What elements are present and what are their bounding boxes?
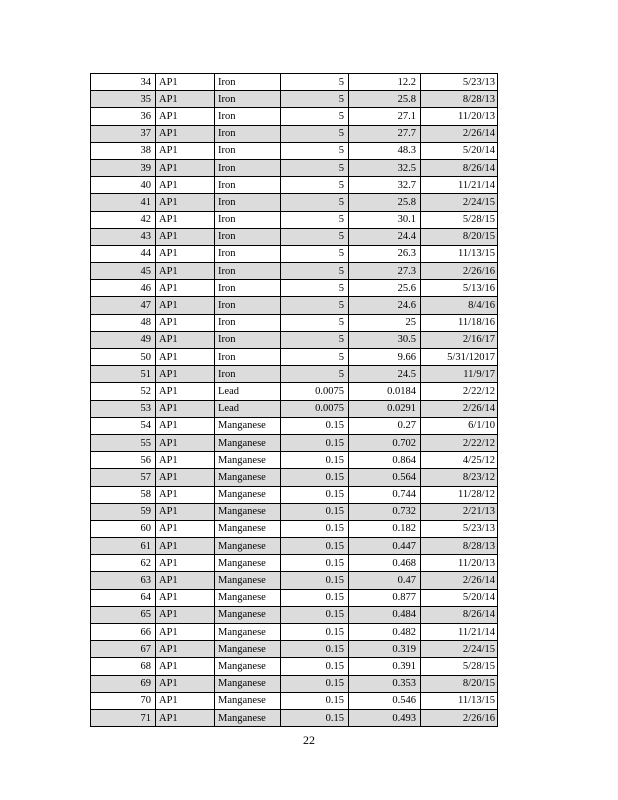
cell-row-number: 62 (91, 555, 156, 572)
cell-value: 0.353 (349, 675, 421, 692)
page-number: 22 (303, 733, 315, 747)
cell-aquifer-id: AP1 (156, 331, 215, 348)
cell-standard: 5 (281, 142, 349, 159)
cell-row-number: 63 (91, 572, 156, 589)
cell-standard: 5 (281, 245, 349, 262)
table-row (91, 297, 498, 314)
cell-standard: 0.15 (281, 589, 349, 606)
cell-sample-date: 2/21/13 (421, 503, 498, 520)
cell-constituent: Iron (215, 228, 281, 245)
cell-sample-date: 6/1/10 (421, 417, 498, 434)
cell-row-number: 43 (91, 228, 156, 245)
cell-standard: 0.15 (281, 572, 349, 589)
table-row (91, 194, 498, 211)
cell-standard: 0.15 (281, 434, 349, 451)
cell-aquifer-id: AP1 (156, 589, 215, 606)
cell-sample-date: 11/13/15 (421, 245, 498, 262)
cell-constituent: Iron (215, 211, 281, 228)
cell-constituent: Manganese (215, 692, 281, 709)
cell-constituent: Lead (215, 400, 281, 417)
table-row (91, 469, 498, 486)
cell-value: 0.702 (349, 434, 421, 451)
cell-aquifer-id: AP1 (156, 641, 215, 658)
cell-sample-date: 2/22/12 (421, 383, 498, 400)
cell-aquifer-id: AP1 (156, 211, 215, 228)
cell-value: 27.3 (349, 263, 421, 280)
cell-sample-date: 5/28/15 (421, 658, 498, 675)
table-row (91, 91, 498, 108)
cell-row-number: 59 (91, 503, 156, 520)
cell-standard: 5 (281, 314, 349, 331)
table-row (91, 228, 498, 245)
cell-constituent: Iron (215, 142, 281, 159)
table-row (91, 211, 498, 228)
cell-aquifer-id: AP1 (156, 692, 215, 709)
cell-constituent: Manganese (215, 469, 281, 486)
cell-sample-date: 2/26/14 (421, 400, 498, 417)
cell-constituent: Manganese (215, 417, 281, 434)
table-row (91, 452, 498, 469)
cell-sample-date: 2/24/15 (421, 641, 498, 658)
cell-constituent: Lead (215, 383, 281, 400)
table-row (91, 658, 498, 675)
cell-row-number: 54 (91, 417, 156, 434)
cell-value: 12.2 (349, 74, 421, 91)
cell-constituent: Manganese (215, 624, 281, 641)
cell-aquifer-id: AP1 (156, 245, 215, 262)
cell-standard: 0.15 (281, 709, 349, 726)
cell-sample-date: 5/31/12017 (421, 349, 498, 366)
cell-row-number: 66 (91, 624, 156, 641)
cell-sample-date: 8/26/14 (421, 606, 498, 623)
cell-row-number: 56 (91, 452, 156, 469)
cell-constituent: Manganese (215, 555, 281, 572)
cell-sample-date: 5/20/14 (421, 589, 498, 606)
cell-value: 0.47 (349, 572, 421, 589)
cell-standard: 5 (281, 349, 349, 366)
cell-row-number: 67 (91, 641, 156, 658)
cell-sample-date: 11/28/12 (421, 486, 498, 503)
cell-value: 0.468 (349, 555, 421, 572)
data-table-body (91, 74, 498, 727)
cell-value: 0.482 (349, 624, 421, 641)
cell-aquifer-id: AP1 (156, 159, 215, 176)
cell-standard: 5 (281, 194, 349, 211)
table-row (91, 589, 498, 606)
cell-aquifer-id: AP1 (156, 486, 215, 503)
cell-standard: 5 (281, 331, 349, 348)
cell-sample-date: 11/9/17 (421, 366, 498, 383)
cell-row-number: 68 (91, 658, 156, 675)
cell-value: 9.66 (349, 349, 421, 366)
cell-value: 48.3 (349, 142, 421, 159)
cell-sample-date: 8/20/15 (421, 675, 498, 692)
cell-constituent: Manganese (215, 658, 281, 675)
cell-sample-date: 11/21/14 (421, 624, 498, 641)
cell-row-number: 57 (91, 469, 156, 486)
cell-constituent: Iron (215, 177, 281, 194)
cell-row-number: 69 (91, 675, 156, 692)
cell-value: 30.1 (349, 211, 421, 228)
cell-row-number: 46 (91, 280, 156, 297)
cell-value: 0.877 (349, 589, 421, 606)
cell-row-number: 39 (91, 159, 156, 176)
table-row (91, 624, 498, 641)
cell-value: 0.484 (349, 606, 421, 623)
cell-constituent: Manganese (215, 675, 281, 692)
table-row (91, 74, 498, 91)
cell-sample-date: 11/20/13 (421, 555, 498, 572)
table-row (91, 538, 498, 555)
cell-row-number: 65 (91, 606, 156, 623)
cell-row-number: 71 (91, 709, 156, 726)
cell-constituent: Manganese (215, 503, 281, 520)
table-row (91, 142, 498, 159)
cell-standard: 5 (281, 177, 349, 194)
cell-aquifer-id: AP1 (156, 142, 215, 159)
cell-value: 0.27 (349, 417, 421, 434)
cell-row-number: 64 (91, 589, 156, 606)
cell-constituent: Iron (215, 159, 281, 176)
cell-constituent: Manganese (215, 589, 281, 606)
cell-sample-date: 8/26/14 (421, 159, 498, 176)
table-row (91, 159, 498, 176)
cell-standard: 5 (281, 91, 349, 108)
cell-aquifer-id: AP1 (156, 314, 215, 331)
cell-constituent: Manganese (215, 538, 281, 555)
cell-value: 0.0184 (349, 383, 421, 400)
cell-sample-date: 5/28/15 (421, 211, 498, 228)
cell-aquifer-id: AP1 (156, 469, 215, 486)
cell-value: 0.864 (349, 452, 421, 469)
cell-aquifer-id: AP1 (156, 366, 215, 383)
cell-value: 25.8 (349, 91, 421, 108)
cell-aquifer-id: AP1 (156, 280, 215, 297)
cell-row-number: 50 (91, 349, 156, 366)
cell-row-number: 44 (91, 245, 156, 262)
cell-constituent: Iron (215, 314, 281, 331)
cell-row-number: 41 (91, 194, 156, 211)
cell-constituent: Iron (215, 297, 281, 314)
cell-value: 0.546 (349, 692, 421, 709)
cell-standard: 0.15 (281, 417, 349, 434)
table-row (91, 572, 498, 589)
cell-value: 24.5 (349, 366, 421, 383)
cell-constituent: Iron (215, 125, 281, 142)
table-row (91, 417, 498, 434)
cell-sample-date: 11/18/16 (421, 314, 498, 331)
cell-row-number: 40 (91, 177, 156, 194)
cell-aquifer-id: AP1 (156, 349, 215, 366)
cell-aquifer-id: AP1 (156, 194, 215, 211)
cell-row-number: 52 (91, 383, 156, 400)
cell-constituent: Iron (215, 280, 281, 297)
cell-sample-date: 2/22/12 (421, 434, 498, 451)
cell-sample-date: 2/24/15 (421, 194, 498, 211)
cell-aquifer-id: AP1 (156, 177, 215, 194)
cell-row-number: 37 (91, 125, 156, 142)
cell-constituent: Iron (215, 245, 281, 262)
cell-sample-date: 2/16/17 (421, 331, 498, 348)
cell-row-number: 51 (91, 366, 156, 383)
table-row (91, 280, 498, 297)
cell-constituent: Manganese (215, 641, 281, 658)
cell-standard: 5 (281, 280, 349, 297)
table-row (91, 675, 498, 692)
cell-value: 26.3 (349, 245, 421, 262)
cell-sample-date: 5/23/13 (421, 74, 498, 91)
cell-row-number: 53 (91, 400, 156, 417)
cell-standard: 0.15 (281, 538, 349, 555)
cell-standard: 0.15 (281, 606, 349, 623)
cell-aquifer-id: AP1 (156, 383, 215, 400)
cell-standard: 0.15 (281, 503, 349, 520)
table-row (91, 125, 498, 142)
cell-aquifer-id: AP1 (156, 503, 215, 520)
cell-aquifer-id: AP1 (156, 228, 215, 245)
cell-sample-date: 8/20/15 (421, 228, 498, 245)
table-row (91, 503, 498, 520)
cell-row-number: 49 (91, 331, 156, 348)
cell-standard: 5 (281, 263, 349, 280)
cell-constituent: Iron (215, 263, 281, 280)
cell-constituent: Manganese (215, 709, 281, 726)
cell-value: 0.391 (349, 658, 421, 675)
cell-standard: 5 (281, 74, 349, 91)
cell-sample-date: 8/28/13 (421, 538, 498, 555)
cell-row-number: 61 (91, 538, 156, 555)
cell-value: 0.493 (349, 709, 421, 726)
table-row (91, 606, 498, 623)
cell-row-number: 45 (91, 263, 156, 280)
table-row (91, 709, 498, 726)
cell-aquifer-id: AP1 (156, 297, 215, 314)
table-row (91, 400, 498, 417)
cell-row-number: 42 (91, 211, 156, 228)
cell-constituent: Manganese (215, 486, 281, 503)
cell-row-number: 38 (91, 142, 156, 159)
cell-standard: 0.15 (281, 641, 349, 658)
cell-value: 27.7 (349, 125, 421, 142)
cell-sample-date: 8/28/13 (421, 91, 498, 108)
table-row (91, 108, 498, 125)
table-row (91, 366, 498, 383)
cell-row-number: 60 (91, 520, 156, 537)
cell-constituent: Manganese (215, 434, 281, 451)
cell-sample-date: 2/26/16 (421, 709, 498, 726)
cell-aquifer-id: AP1 (156, 91, 215, 108)
cell-aquifer-id: AP1 (156, 400, 215, 417)
cell-standard: 5 (281, 297, 349, 314)
cell-row-number: 35 (91, 91, 156, 108)
table-row (91, 383, 498, 400)
cell-sample-date: 2/26/14 (421, 125, 498, 142)
cell-row-number: 47 (91, 297, 156, 314)
cell-standard: 0.15 (281, 675, 349, 692)
table-row (91, 245, 498, 262)
cell-value: 0.0291 (349, 400, 421, 417)
cell-aquifer-id: AP1 (156, 263, 215, 280)
cell-value: 24.4 (349, 228, 421, 245)
cell-value: 25.6 (349, 280, 421, 297)
cell-constituent: Manganese (215, 572, 281, 589)
cell-row-number: 58 (91, 486, 156, 503)
cell-constituent: Iron (215, 108, 281, 125)
cell-aquifer-id: AP1 (156, 675, 215, 692)
cell-sample-date: 8/23/12 (421, 469, 498, 486)
cell-value: 24.6 (349, 297, 421, 314)
data-table (90, 73, 498, 727)
cell-value: 32.5 (349, 159, 421, 176)
cell-standard: 0.15 (281, 452, 349, 469)
table-row (91, 555, 498, 572)
cell-aquifer-id: AP1 (156, 74, 215, 91)
cell-value: 32.7 (349, 177, 421, 194)
cell-sample-date: 11/13/15 (421, 692, 498, 709)
table-row (91, 177, 498, 194)
cell-standard: 0.0075 (281, 383, 349, 400)
cell-value: 0.744 (349, 486, 421, 503)
cell-value: 0.447 (349, 538, 421, 555)
cell-value: 0.182 (349, 520, 421, 537)
cell-constituent: Manganese (215, 606, 281, 623)
cell-constituent: Iron (215, 349, 281, 366)
cell-value: 25 (349, 314, 421, 331)
cell-sample-date: 4/25/12 (421, 452, 498, 469)
cell-aquifer-id: AP1 (156, 606, 215, 623)
table-row (91, 692, 498, 709)
cell-standard: 0.15 (281, 658, 349, 675)
table-row (91, 314, 498, 331)
cell-standard: 5 (281, 159, 349, 176)
cell-aquifer-id: AP1 (156, 452, 215, 469)
cell-sample-date: 5/23/13 (421, 520, 498, 537)
cell-sample-date: 5/13/16 (421, 280, 498, 297)
cell-standard: 5 (281, 125, 349, 142)
cell-value: 25.8 (349, 194, 421, 211)
cell-sample-date: 2/26/14 (421, 572, 498, 589)
cell-value: 0.732 (349, 503, 421, 520)
cell-aquifer-id: AP1 (156, 108, 215, 125)
table-row (91, 434, 498, 451)
cell-aquifer-id: AP1 (156, 658, 215, 675)
cell-aquifer-id: AP1 (156, 572, 215, 589)
cell-value: 27.1 (349, 108, 421, 125)
cell-constituent: Iron (215, 91, 281, 108)
cell-sample-date: 11/21/14 (421, 177, 498, 194)
cell-sample-date: 8/4/16 (421, 297, 498, 314)
cell-standard: 5 (281, 366, 349, 383)
cell-row-number: 55 (91, 434, 156, 451)
cell-standard: 5 (281, 108, 349, 125)
cell-sample-date: 2/26/16 (421, 263, 498, 280)
cell-standard: 0.15 (281, 469, 349, 486)
cell-standard: 0.0075 (281, 400, 349, 417)
table-row (91, 263, 498, 280)
cell-constituent: Iron (215, 194, 281, 211)
cell-standard: 0.15 (281, 555, 349, 572)
cell-aquifer-id: AP1 (156, 434, 215, 451)
cell-constituent: Manganese (215, 452, 281, 469)
cell-aquifer-id: AP1 (156, 555, 215, 572)
table-row (91, 331, 498, 348)
cell-standard: 5 (281, 211, 349, 228)
cell-standard: 0.15 (281, 520, 349, 537)
cell-sample-date: 5/20/14 (421, 142, 498, 159)
cell-constituent: Iron (215, 366, 281, 383)
cell-aquifer-id: AP1 (156, 624, 215, 641)
cell-sample-date: 11/20/13 (421, 108, 498, 125)
cell-standard: 0.15 (281, 624, 349, 641)
cell-standard: 0.15 (281, 486, 349, 503)
cell-standard: 0.15 (281, 692, 349, 709)
cell-row-number: 70 (91, 692, 156, 709)
cell-value: 30.5 (349, 331, 421, 348)
cell-aquifer-id: AP1 (156, 538, 215, 555)
table-row (91, 486, 498, 503)
table-row (91, 349, 498, 366)
table-row (91, 520, 498, 537)
cell-standard: 5 (281, 228, 349, 245)
cell-row-number: 36 (91, 108, 156, 125)
cell-constituent: Iron (215, 74, 281, 91)
cell-aquifer-id: AP1 (156, 417, 215, 434)
cell-row-number: 48 (91, 314, 156, 331)
cell-value: 0.564 (349, 469, 421, 486)
cell-aquifer-id: AP1 (156, 520, 215, 537)
cell-constituent: Manganese (215, 520, 281, 537)
cell-value: 0.319 (349, 641, 421, 658)
cell-aquifer-id: AP1 (156, 709, 215, 726)
cell-row-number: 34 (91, 74, 156, 91)
cell-aquifer-id: AP1 (156, 125, 215, 142)
cell-constituent: Iron (215, 331, 281, 348)
table-row (91, 641, 498, 658)
